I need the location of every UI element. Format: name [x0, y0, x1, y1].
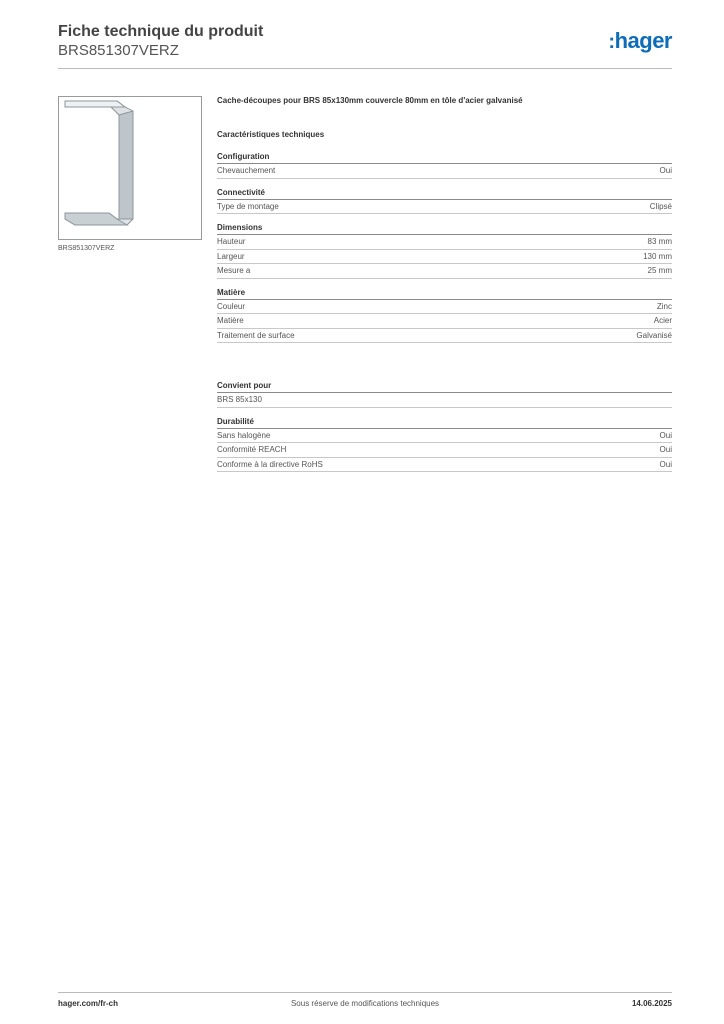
- header-divider: [58, 68, 672, 69]
- spec-value: Zinc: [656, 301, 672, 311]
- spec-row: [217, 164, 672, 179]
- logo-text: hager: [614, 28, 672, 53]
- image-caption: BRS851307VERZ: [58, 245, 115, 252]
- spec-label: Largeur: [217, 251, 245, 261]
- section-title: Matière: [217, 288, 672, 300]
- cover-bracket-illustration: [59, 97, 201, 239]
- spec-value: Oui: [659, 166, 672, 175]
- spec-value: 25 mm: [647, 266, 672, 275]
- section-title: Configuration: [217, 152, 672, 164]
- spec-sections-group-1: [217, 152, 672, 343]
- spec-row: [217, 250, 672, 265]
- spec-section: [217, 223, 672, 279]
- spec-label: Traitement de surface: [217, 330, 295, 340]
- spec-section: [217, 188, 672, 215]
- section-title: Dimensions: [217, 223, 672, 235]
- footer-divider: [58, 992, 672, 993]
- spec-section: [217, 381, 672, 408]
- spec-value: Oui: [659, 430, 672, 440]
- spec-label: Matière: [217, 316, 244, 325]
- product-code: BRS851307VERZ: [58, 42, 179, 59]
- spec-label: Type de montage: [217, 201, 279, 211]
- spec-value: Galvanisé: [636, 330, 672, 340]
- page-title: Fiche technique du produit: [58, 23, 264, 40]
- spec-row: [217, 393, 672, 408]
- spec-value: Acier: [653, 316, 672, 325]
- hager-logo: [608, 28, 672, 54]
- spec-value: 130 mm: [643, 251, 672, 261]
- spec-sections-group-2: [217, 381, 672, 472]
- spec-value: 83 mm: [647, 237, 672, 246]
- spec-row: [217, 458, 672, 473]
- footer-website-link[interactable]: hager.com/fr-ch: [58, 999, 119, 1008]
- tech-characteristics-heading: Caractéristiques techniques: [217, 130, 325, 139]
- section-title: Durabilité: [217, 417, 672, 429]
- spec-label: Conforme à la directive RoHS: [217, 459, 323, 469]
- spec-row: [217, 235, 672, 250]
- spec-value: Clipsé: [649, 201, 672, 211]
- spec-section: [217, 417, 672, 473]
- section-spacer: [217, 352, 672, 381]
- spec-value: Oui: [659, 459, 672, 469]
- spec-label: Couleur: [217, 301, 246, 311]
- spec-label: Hauteur: [217, 237, 246, 246]
- spec-row: [217, 264, 672, 279]
- section-title: Connectivité: [217, 188, 672, 200]
- logo-dots: :: [608, 31, 615, 53]
- spec-section: [217, 152, 672, 179]
- spec-row: [217, 314, 672, 329]
- footer-date: 14.06.2025: [631, 999, 672, 1008]
- spec-label: Sans halogène: [217, 430, 271, 440]
- spec-section: [217, 288, 672, 344]
- spec-row: [217, 329, 672, 344]
- product-image: [58, 96, 202, 240]
- footer-notice: Sous réserve de modifications techniques: [290, 999, 440, 1008]
- spec-value: Oui: [659, 445, 672, 454]
- section-title: Convient pour: [217, 381, 672, 393]
- spec-label: Mesure a: [217, 266, 251, 275]
- product-description: Cache-découpes pour BRS 85x130mm couvercle 80mm en tôle d'acier galvanisé: [217, 96, 523, 105]
- spec-row: [217, 300, 672, 315]
- spec-label: BRS 85x130: [217, 395, 262, 404]
- spec-row: [217, 429, 672, 444]
- page-header: [58, 22, 672, 60]
- spec-label: Conformité REACH: [217, 445, 287, 454]
- spec-row: [217, 200, 672, 215]
- spec-label: Chevauchement: [217, 166, 276, 175]
- spec-content: [217, 96, 672, 481]
- spec-row: [217, 443, 672, 458]
